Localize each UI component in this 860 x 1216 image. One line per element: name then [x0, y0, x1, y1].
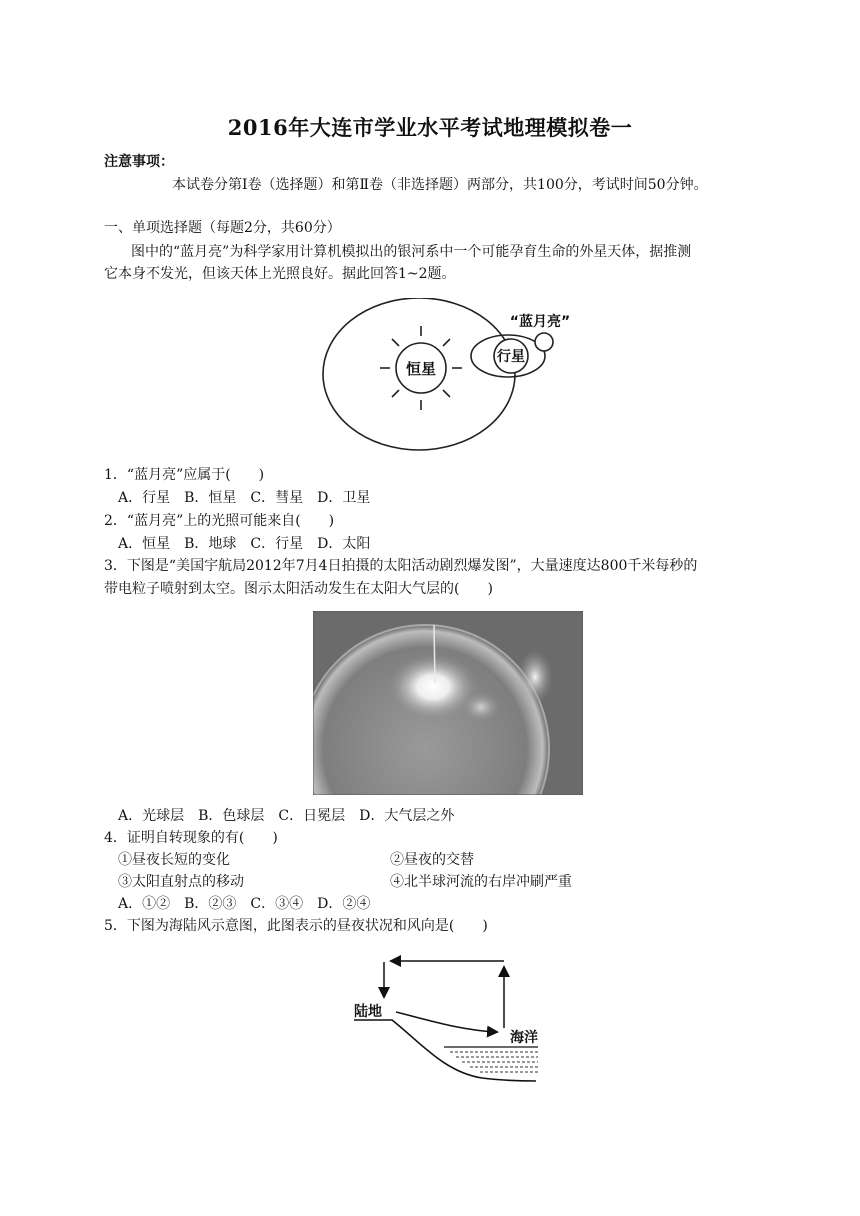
q3-stem-line-2: 带电粒子喷射到太空。图示太阳活动发生在太阳大气层的( ) [104, 581, 493, 597]
orbit-diagram [314, 298, 590, 458]
section-heading: 一、单项选择题（每题2分，共60分） [104, 220, 341, 236]
q4-stem: 4．证明自转现象的有( ) [104, 830, 278, 846]
planet-label: 行星 [497, 349, 525, 365]
land-sea-breeze-diagram [348, 950, 548, 1090]
notice-text: 本试卷分第Ⅰ卷（选择题）和第Ⅱ卷（非选择题）两部分，共100分，考试时间50分钟。 [172, 177, 708, 193]
exam-title: 2016年大连市学业水平考试地理模拟卷一 [227, 115, 633, 140]
q1-stem: 1．“蓝月亮”应属于( ) [104, 467, 265, 483]
star-label: 恒星 [405, 360, 437, 378]
q4-item-2: ②昼夜的交替 [390, 852, 474, 868]
q3-stem-line-1: 3．下图是“美国宇航局2012年7月4日拍摄的太阳活动剧烈爆发图”，大量速度达800千米每秒的 [104, 558, 698, 574]
land-label: 陆地 [354, 1004, 382, 1020]
q2-options: A．恒星 B．地球 C．行星 D．太阳 [118, 536, 371, 552]
q4-options: A．①② B．②③ C．③④ D．②④ [118, 896, 371, 912]
notice-heading: 注意事项： [104, 154, 174, 170]
ocean-label: 海洋 [510, 1030, 538, 1046]
sea-water-hatching [450, 1052, 538, 1072]
intro-line-1: 图中的“蓝月亮”为科学家用计算机模拟出的银河系中一个可能孕育生命的外星天体，据推测 [131, 244, 692, 260]
ground-profile [354, 1020, 536, 1081]
intro-line-2: 它本身不发光，但该天体上光照良好。据此回答1~2题。 [104, 266, 456, 282]
blue-moon-label: “蓝月亮” [509, 314, 571, 330]
q4-item-1: ①昼夜长短的变化 [118, 852, 230, 868]
q3-options: A．光球层 B．色球层 C．日冕层 D．大气层之外 [118, 808, 455, 824]
q4-item-3: ③太阳直射点的移动 [118, 874, 244, 890]
surface-wind-arrow [396, 1012, 496, 1032]
solar-activity-photo [313, 611, 583, 795]
q5-stem: 5．下图为海陆风示意图，此图表示的昼夜状况和风向是( ) [104, 918, 488, 934]
q2-stem: 2．“蓝月亮”上的光照可能来自( ) [104, 513, 335, 529]
blue-moon-circle [535, 333, 553, 351]
q4-item-4: ④北半球河流的右岸冲刷严重 [390, 874, 572, 890]
q1-options: A．行星 B．恒星 C．彗星 D．卫星 [118, 490, 371, 506]
